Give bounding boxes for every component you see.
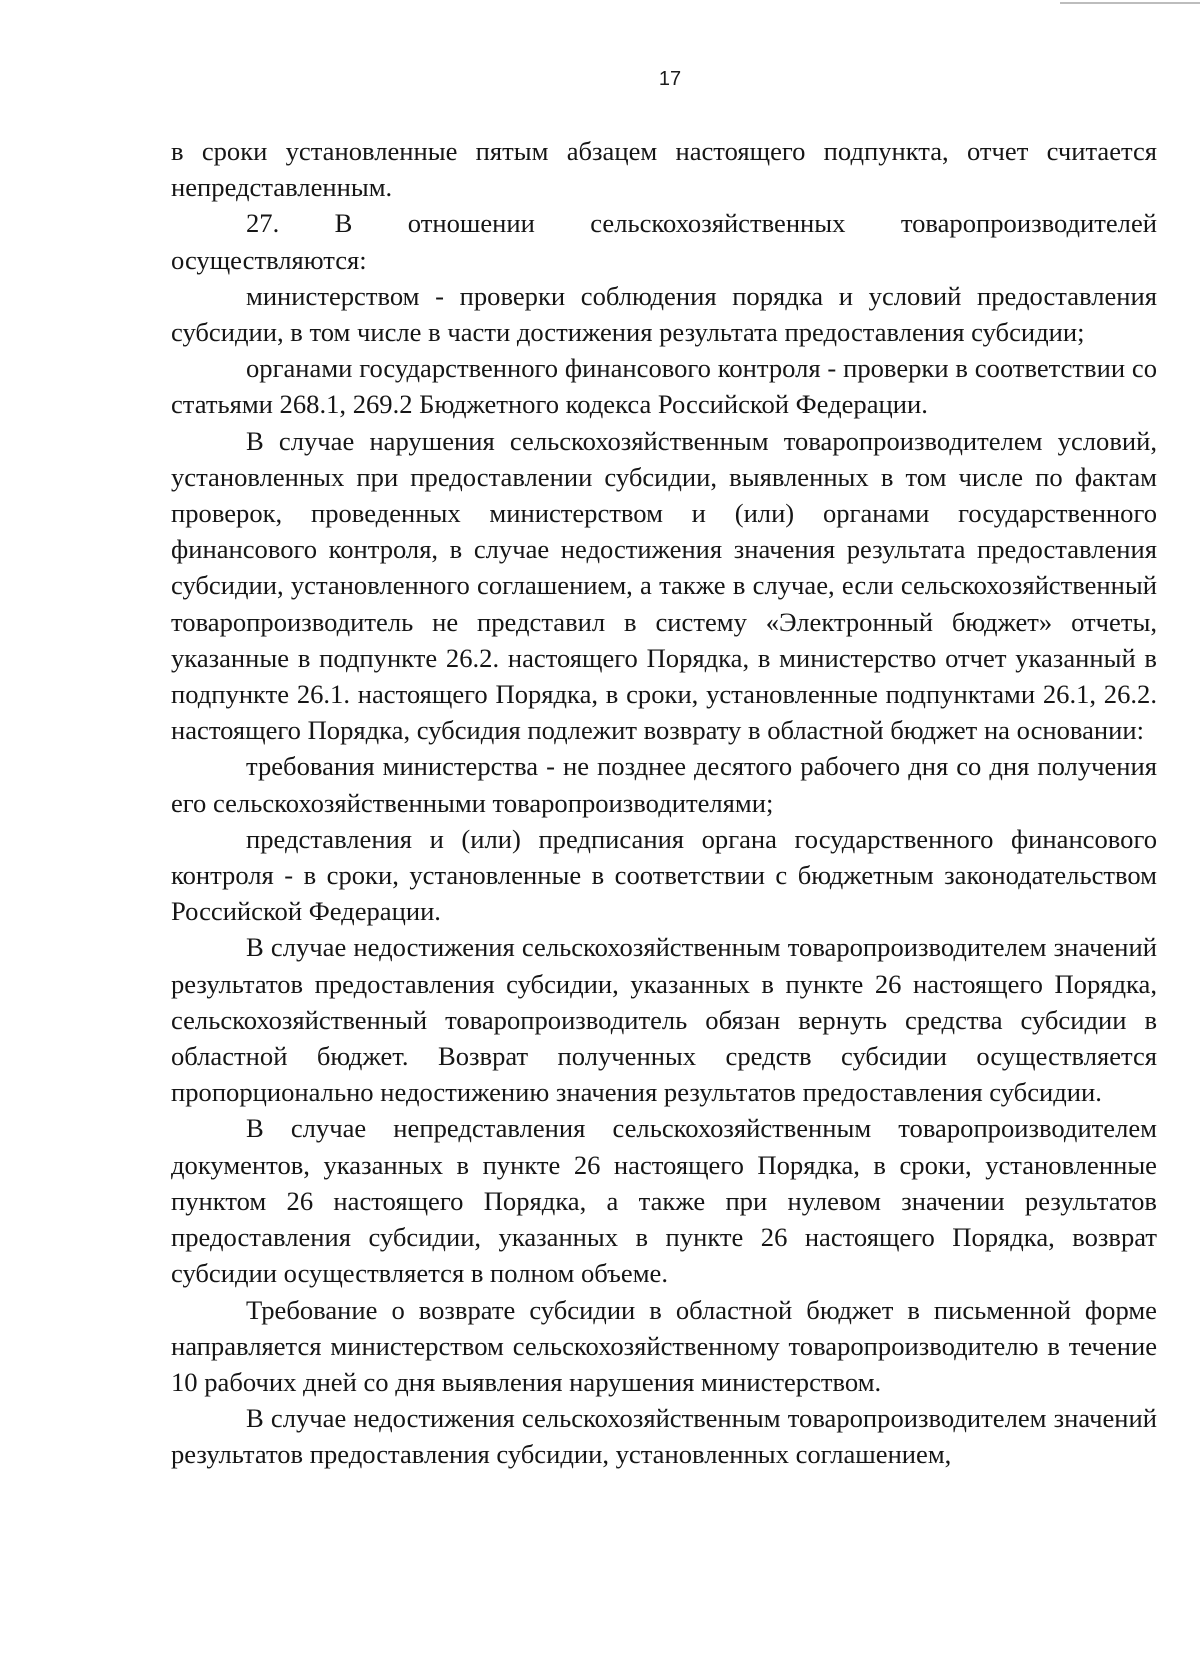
paragraph-violation-cases: В случае нарушения сельскохозяйственным товаропроизводителем условий, установленных при предоставлении субсидии, выявленных в том числе по фактам проверок, проведенных министерством и (или) органами государственного финансового контроля, в случае недостижения значения результата предоставления субсидии, установленного соглашением, а также в случае, если сельскохозяйственный товаропроизводитель не представил в систему «Электронный бюджет» отчеты, указанные в подпункте 26.2. настоящего Порядка, в министерство отчет указанный в подпункте 26.1. настоящего Порядка, в сроки, установленные подпунктами 26.1, 26.2. настоящего Порядка, субсидия подлежит возврату в областной бюджет на основании: xyxy=(171,425,1157,746)
paragraph-full-return: В случае непредставления сельскохозяйственным товаропроизводителем документов, указанных в пункте 26 настоящего Порядка, в сроки, установленные пунктом 26 настоящего Порядка, а также при нулевом значении результатов предоставления субсидии, указанных в пункте 26 настоящего Порядка, возврат субсидии осуществляется в полном объеме. xyxy=(171,1113,1157,1289)
paragraph-control-bodies: органами государственного финансового контроля - проверки в соответствии со статьями 268.1, 269.2 Бюджетного кодекса Российской Федерации. xyxy=(171,353,1157,420)
document-body xyxy=(171,133,1157,1473)
paragraph-ministry-checks: министерством - проверки соблюдения порядка и условий предоставления субсидии, в том числе в части достижения результата предоставления субсидии; xyxy=(171,280,1157,348)
scan-edge-line xyxy=(1060,2,1200,4)
page-number: 17 xyxy=(658,68,682,90)
paragraph-underachievement: В случае недостижения сельскохозяйственным товаропроизводителем значений результатов предоставления субсидии, установленных соглашением, xyxy=(171,1403,1157,1470)
paragraph-control-order: представления и (или) предписания органа государственного финансового контроля - в сроки, установленные в соответствии с бюджетным законодательством Российской Федерации. xyxy=(171,823,1157,927)
paragraph-return-demand: Требование о возврате субсидии в областной бюджет в письменной форме направляется министерством сельскохозяйственному товаропроизводителю в течение 10 рабочих дней со дня выявления нарушения министерством. xyxy=(171,1294,1157,1397)
paragraph-ministry-requirement: требования министерства - не позднее десятого рабочего дня со дня получения его сельскохозяйственными товаропроизводителями; xyxy=(171,751,1157,818)
paragraph-proportional-return: В случае недостижения сельскохозяйственным товаропроизводителем значений результатов предоставления субсидии, указанных в пункте 26 настоящего Порядка, сельскохозяйственный товаропроизводитель обязан вернуть средства субсидии в областной бюджет. Возврат полученных средств субсидии осуществляется пропорционально недостижению значения результатов предоставления субсидии. xyxy=(171,932,1157,1108)
paragraph-item-27: 27. В отношении сельскохозяйственных товаропроизводителей осуществляются: xyxy=(171,208,1157,275)
paragraph-continuation: в сроки установленные пятым абзацем настоящего подпункта, отчет считается непредставленным. xyxy=(171,136,1157,203)
